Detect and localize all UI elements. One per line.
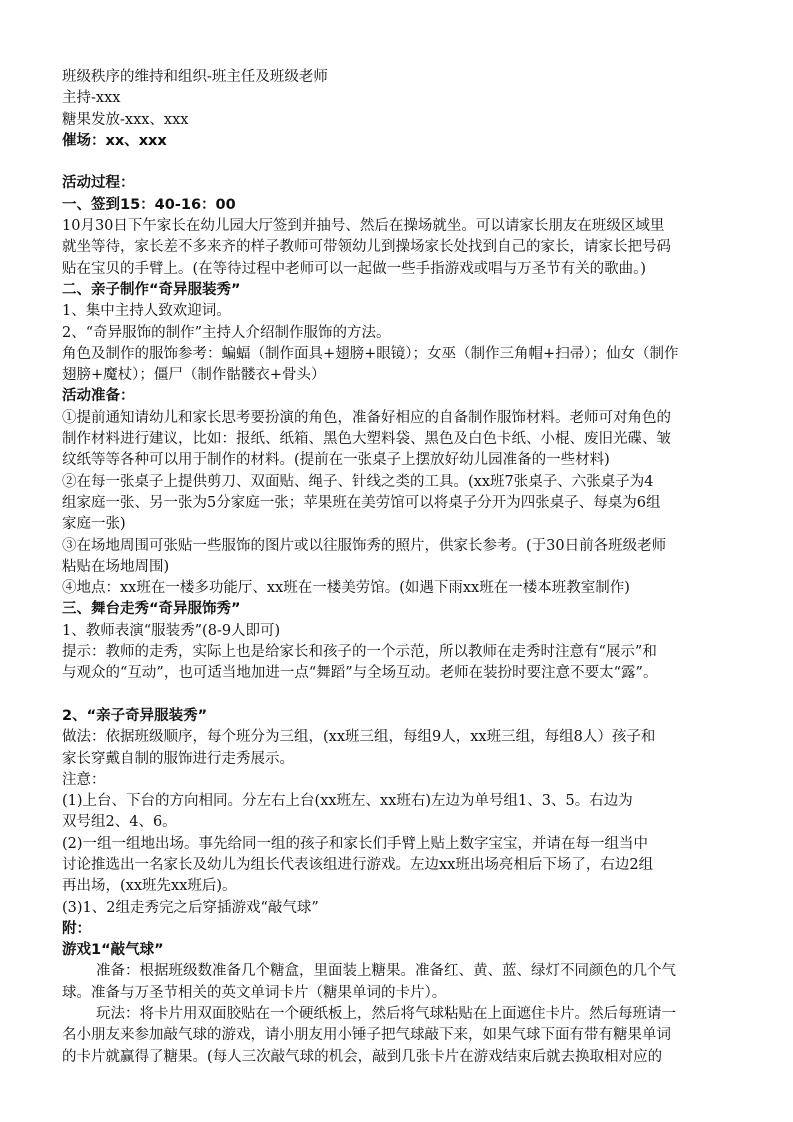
paragraph-line: 就坐等待，家长差不多来齐的样子教师可带领幼儿到操场家长处找到自己的家长，请家长把号码 <box>62 239 671 256</box>
paragraph-line: 的卡片就赢得了糖果。(每人三次敲气球的机会，敲到几张卡片在游戏结束后就去换取相对应的 <box>62 1048 663 1065</box>
paragraph-line: ①提前通知请幼儿和家长思考要扮演的角色，准备好相应的自备制作服饰材料。老师可对角色的 <box>62 409 671 426</box>
paragraph-line: 1、集中主持人致欢迎词。 <box>62 303 231 320</box>
paragraph-line: (1)上台、下台的方向相同。分左右上台(xx班左、xx班右)左边为单号组1、3、5。右边为 <box>62 793 633 810</box>
paragraph-line: ④地点：xx班在一楼多功能厅、xx班在一楼美劳馆。(如遇下雨xx班在一楼本班教室制作) <box>62 580 630 597</box>
paragraph-line: ②在每一张桌子上提供剪刀、双面贴、绳子、针线之类的工具。(xx班7张桌子、六张桌子为4 <box>62 473 654 490</box>
paragraph-line: 制作材料进行建议，比如：报纸、纸箱、黑色大塑料袋、黑色及白色卡纸、小棍、废旧光碟、皱 <box>62 431 671 448</box>
paragraph-line: 准备：根据班级数准备几个糖盒，里面装上糖果。准备红、黄、蓝、绿灯不同颜色的几个气 <box>96 963 676 980</box>
document-page <box>62 67 742 1068</box>
blank-line <box>62 152 742 173</box>
paragraph-line: 名小朋友来参加敲气球的游戏，请小朋友用小锤子把气球敲下来，如果气球下面有带有糖果单词 <box>62 1027 671 1044</box>
heading-activity-process: 活动过程： <box>62 175 135 192</box>
subheading-parent-child-show: 2、“亲子奇异服装秀” <box>62 707 208 724</box>
paragraph-line: 纹纸等等各种可以用于制作的材料。(提前在一张桌子上摆放好幼儿园准备的一些材料) <box>62 452 610 469</box>
line-staff-order: 班级秩序的维持和组织-班主任及班级老师 <box>62 69 328 85</box>
heading-game-1: 游戏1“敲气球” <box>62 942 164 959</box>
heading-section-2-parent-child-making: 二、亲子制作“奇异服装秀” <box>62 281 241 298</box>
paragraph-line: (2)一组一组地出场。事先给同一组的孩子和家长们手臂上贴上数字宝宝，并请在每一组当中 <box>62 835 649 852</box>
paragraph-line: 双号组2、4、6。 <box>62 814 177 831</box>
paragraph-line: 贴在宝贝的手臂上。(在等待过程中老师可以一起做一些手指游戏或唱与万圣节有关的歌曲。) <box>62 260 647 277</box>
line-host: 主持-xxx <box>62 90 121 107</box>
paragraph-line: 组家庭一张、另一张为5分家庭一张；苹果班在美劳馆可以将桌子分开为四张桌子、每桌为6组 <box>62 494 661 511</box>
heading-section-3-stage-show: 三、舞台走秀“奇异服饰秀” <box>62 601 241 618</box>
paragraph-line: 讨论推选出一名家长及幼儿为组长代表该组进行游戏。左边xx班出场亮相后下场了，右边2组 <box>62 856 654 873</box>
paragraph-line: 家庭一张) <box>62 516 126 533</box>
heading-section-1-signin: 一、签到15：40-16：00 <box>62 196 236 213</box>
heading-appendix: 附： <box>62 920 91 937</box>
paragraph-line: 与观众的“互动”，也可适当地加进一点“舞蹈”与全场互动。老师在装扮时要注意不要太“露”。 <box>62 665 658 682</box>
paragraph-line: 粘贴在场地周围) <box>62 558 170 575</box>
paragraph-line: 10月30日下午家长在幼儿园大厅签到并抽号、然后在操场就坐。可以请家长朋友在班级区域里 <box>62 218 665 235</box>
paragraph-line: 做法：依据班级顺序，每个班分为三组，(xx班三组，每组9人，xx班三组，每组8人）孩子和 <box>62 729 656 746</box>
paragraph-line: 玩法：将卡片用双面胶贴在一个硬纸板上，然后将气球粘贴在上面遮住卡片。然后每班请一 <box>96 1006 676 1023</box>
paragraph-line: ③在场地周围可张贴一些服饰的图片或以往服饰秀的照片，供家长参考。(于30日前各班级老师 <box>62 537 667 554</box>
subheading-teacher-show: 1、教师表演“服装秀”(8-9人即可) <box>62 622 281 639</box>
paragraph-line: (3)1、2组走秀完之后穿插游戏“敲气球” <box>62 899 319 916</box>
paragraph-line: 翅膀+魔杖）；僵尸（制作骷髅衣+骨头） <box>62 367 326 384</box>
line-urging: 催场：xx、xxx <box>62 132 167 149</box>
paragraph-line: 注意： <box>62 771 106 788</box>
paragraph-line: 家长穿戴自制的服饰进行走秀展示。 <box>62 750 294 767</box>
paragraph-line-costume-reference: 角色及制作的服饰参考：蝙蝠（制作面具+翅膀+眼镜）；女巫（制作三角帽+扫帚）；仙女（制作 <box>62 345 679 362</box>
paragraph-line: 提示：教师的走秀，实际上也是给家长和孩子的一个示范，所以教师在走秀时注意有“展示”和 <box>62 644 657 661</box>
heading-activity-preparation: 活动准备： <box>62 388 135 405</box>
paragraph-line: 球。准备与万圣节相关的英文单词卡片（糖果单词的卡片）。 <box>62 984 447 1001</box>
blank-line <box>62 685 742 706</box>
line-candy-distribution: 糖果发放-xxx、xxx <box>62 111 189 128</box>
paragraph-line: 再出场，(xx班先xx班后)。 <box>62 878 237 895</box>
paragraph-line: 2、“奇异服饰的制作”主持人介绍制作服饰的方法。 <box>62 324 391 341</box>
